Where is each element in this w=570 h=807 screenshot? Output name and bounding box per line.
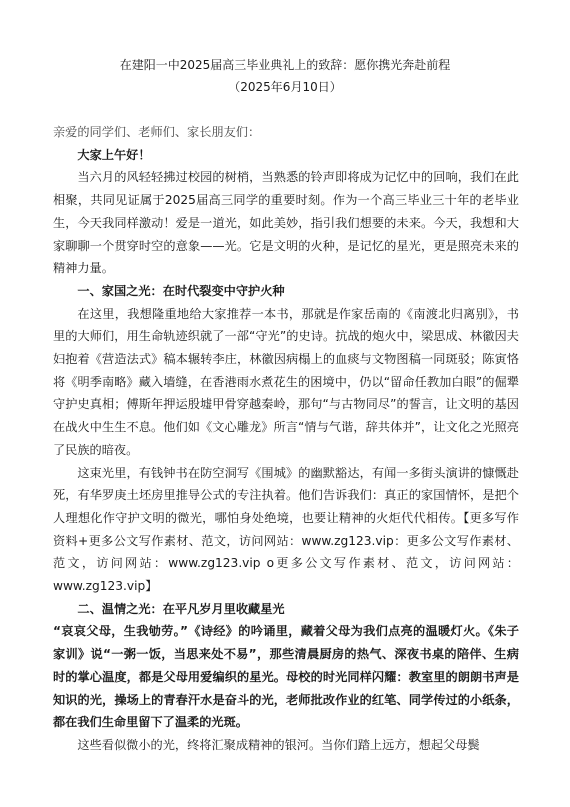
greeting: 亲爱的同学们、老师们、家长朋友们： bbox=[53, 125, 261, 139]
paragraph-3: “哀哀父母，生我劬劳。”《诗经》的吟诵里，藏着父母为我们点亮的温暖灯火。《朱子家训》说“一粥一饭，当思来处不易”，那些清晨厨房的热气、深夜书桌的陪伴、生病时的掌心温度，都是父母用爱编织的星光。母校的时光同样闪耀：教室里的朗朗书声是知识的光，操场上的青春汗水是奋斗的光，老师批改作业的红笔、同学传过的小纸条，都在我们生命里留下了温柔的光斑。 bbox=[53, 624, 519, 730]
paragraph-1: 在这里，我想隆重地给大家推荐一本书，那就是作家岳南的《南渡北归离别》，书里的大师们，用生命轨迹织就了一部“守光”的史诗。抗战的炮火中，梁思成、林徽因夫妇抱着《营造法式》稿本辗转李庄，林徽因病榻上的血痰与文物图稿一同斑驳；陈寅恪将《明季南略》藏入墙缝，在香港雨水煮花生的困境中，仍以“留命任教加白眼”的倔犟守护史真相；傅斯年押运殷墟甲骨穿越秦岭，那句“与古物同尽”的誓言，让文明的基因在战火中生生不息。他们如《文心雕龙》所言“情与气谐，辞共体并”，让文化之光照亮了民族的暗夜。 bbox=[53, 306, 519, 457]
paragraph-intro: 当六月的风轻轻拂过校园的树梢，当熟悉的铃声即将成为记忆中的回响，我们在此相聚，共同见证属于2025届高三同学的重要时刻。作为一个高三毕业三十年的老毕业生，今天我同样激动！爱是一道光，如此美妙，指引我们想要的未来。今天，我想和大家聊聊一个贯穿时空的意象——光。它是文明的火种，是记忆的星光，更是照亮未来的精神力量。 bbox=[53, 170, 519, 276]
document-body bbox=[53, 121, 519, 757]
document-title: 在建阳一中2025届高三毕业典礼上的致辞：愿你携光奔赴前程 bbox=[119, 58, 451, 72]
paragraph-2: 这束光里，有钱钟书在防空洞写《围城》的幽默豁达，有闻一多街头演讲的慷慨赴死，有华罗庚土坯房里推导公式的专注执着。他们告诉我们：真正的家国情怀，是把个人理想化作守护文明的微光，哪怕身处绝境，也要让精神的火炬代代相传。【更多写作资料+更多公文写作素材、范文，访问网站：www.zg123.vip：更多公文写作素材、范文，访问网站：www.zg123.vip o更多公文写作素材、范文，访问网站：www.zg123.vip】 bbox=[53, 465, 519, 594]
salutation: 大家上午好！ bbox=[77, 147, 151, 162]
paragraph-4: 这些看似微小的光，终将汇聚成精神的银河。当你们踏上远方，想起父母鬓 bbox=[77, 737, 480, 752]
document-date: （2025年6月10日） bbox=[228, 80, 342, 94]
section-heading-1: 一、家国之光：在时代裂变中守护火种 bbox=[77, 283, 285, 298]
section-heading-2: 二、温情之光：在平凡岁月里收藏星光 bbox=[77, 601, 285, 616]
